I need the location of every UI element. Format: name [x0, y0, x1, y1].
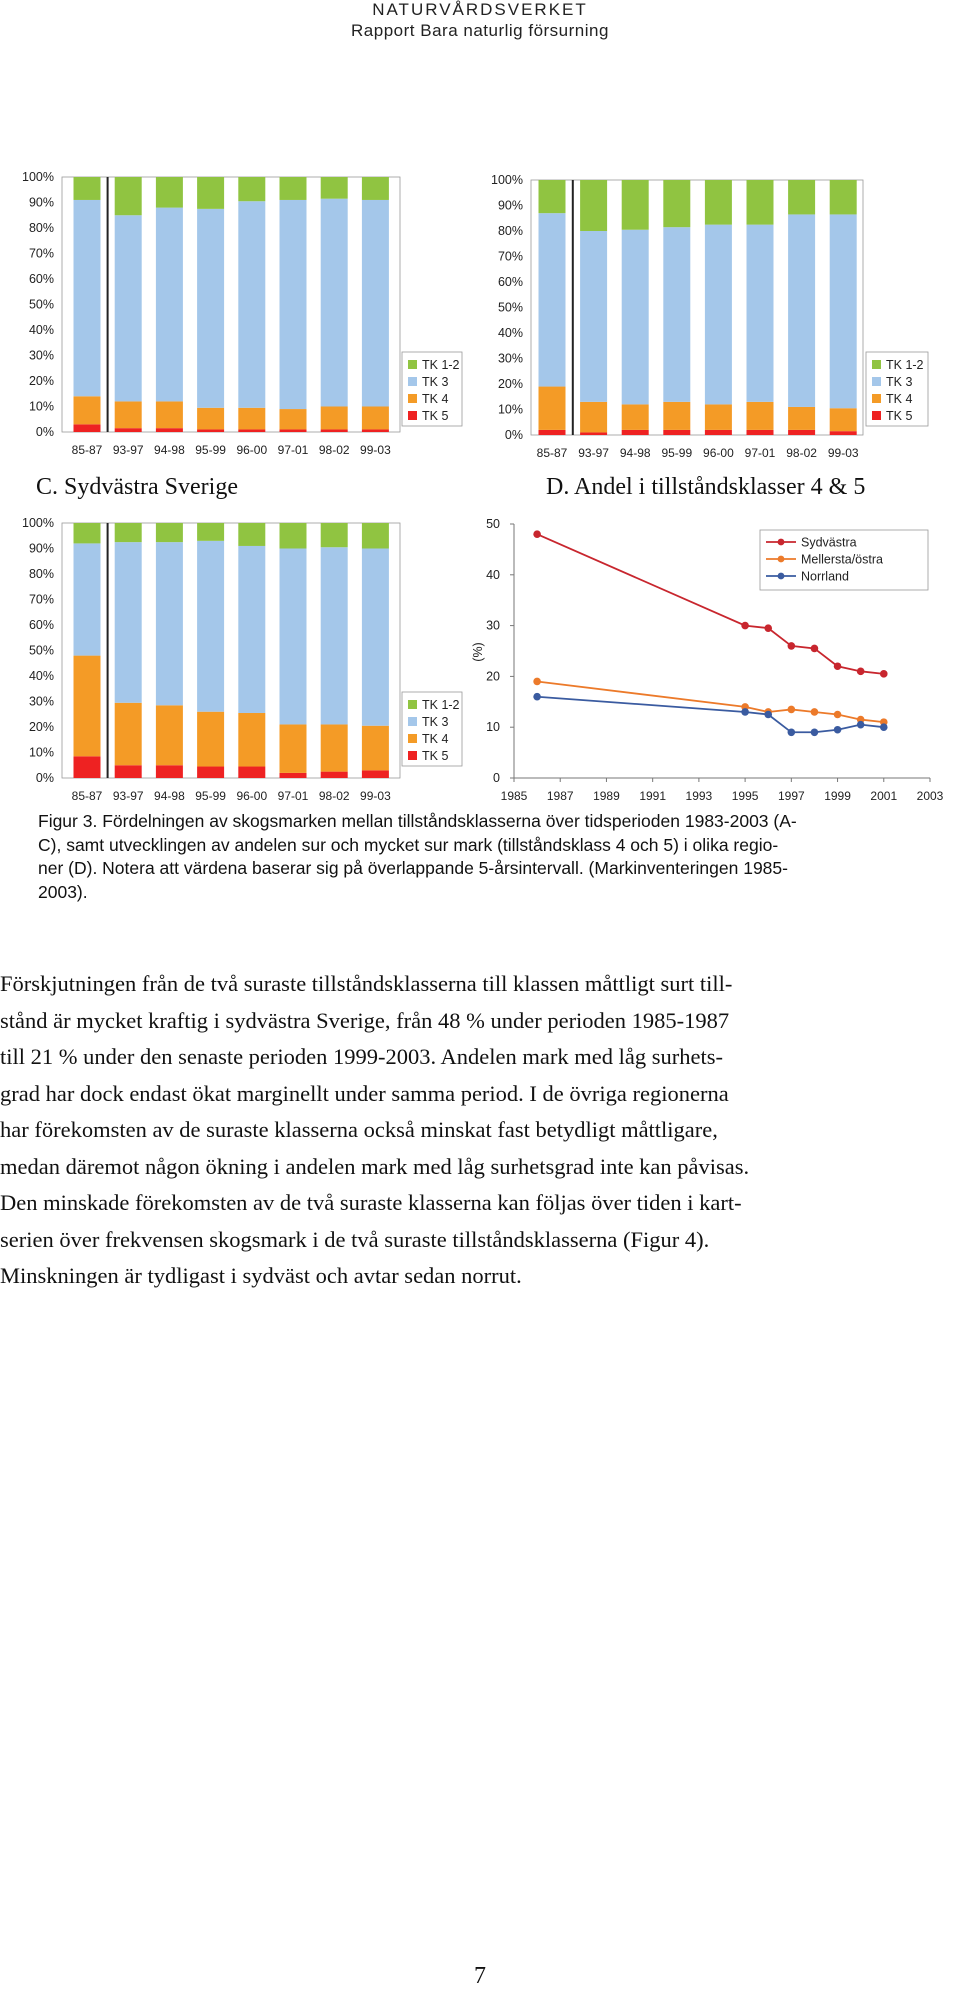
caption-line: ner (D). Notera att värdena baserar sig på överlappande 5-årsintervall. (Markinventeringen 1985-	[38, 858, 788, 878]
report-org-header: NATURVÅRDSVERKET	[372, 0, 588, 19]
body-line: till 21 % under den senaste perioden 1999-2003. Andelen mark med låg surhets-	[0, 1044, 723, 1069]
figure-caption	[38, 810, 958, 904]
y-tick-label: 30%	[28, 348, 54, 363]
data-point	[788, 728, 796, 736]
bar-tk-1-2	[663, 180, 690, 227]
x-tick-label: 97-01	[277, 789, 309, 803]
legend-label: TK 3	[422, 375, 449, 389]
data-point	[880, 723, 888, 731]
x-tick-label: 98-02	[318, 789, 350, 803]
legend-marker	[778, 556, 785, 563]
bar-tk-1-2	[830, 180, 857, 214]
y-tick-label: 90%	[497, 198, 523, 213]
y-tick-label: 40	[486, 567, 500, 582]
data-point	[834, 726, 842, 734]
bar-tk-3	[663, 227, 690, 402]
y-tick-label: 10%	[28, 399, 54, 414]
legend-label: TK 4	[422, 732, 449, 746]
data-point	[764, 624, 772, 632]
x-tick-label: 85-87	[536, 446, 568, 460]
bar-tk-4	[622, 404, 649, 430]
x-tick-label: 99-03	[360, 443, 391, 457]
x-tick-label: 1985	[500, 789, 528, 803]
legend-label: TK 4	[886, 392, 913, 406]
bar-tk-4	[788, 407, 815, 430]
body-paragraph	[0, 966, 960, 1295]
legend-label: Sydvästra	[801, 535, 857, 550]
y-tick-label: 20	[486, 669, 500, 684]
y-tick-label: 90%	[28, 195, 54, 210]
y-tick-label: 10	[486, 720, 500, 735]
y-tick-label: 10%	[497, 402, 523, 417]
y-tick-label: 50%	[28, 643, 54, 658]
data-point	[741, 622, 749, 630]
bar-tk-3	[622, 230, 649, 405]
data-point	[764, 711, 772, 719]
panel-c-title: C. Sydvästra Sverige	[36, 474, 238, 500]
x-tick-label: 93-97	[112, 789, 144, 803]
data-point	[788, 642, 796, 650]
data-point	[834, 662, 842, 670]
y-tick-label: 40%	[28, 669, 54, 683]
y-tick-label: 20%	[28, 720, 54, 734]
page-number: 7	[474, 1963, 486, 1989]
x-tick-label: 95-99	[195, 443, 226, 457]
x-tick-label: 96-00	[703, 446, 734, 460]
x-tick-label: 1991	[639, 789, 667, 803]
y-tick-label: 0%	[35, 425, 54, 439]
bar-tk-1-2	[539, 180, 566, 213]
body-line: serien över frekvensen skogsmark i de två suraste tillståndsklasserna (Figur 4).	[0, 1226, 710, 1252]
y-tick-label: 0%	[35, 771, 54, 785]
legend-label: TK 1-2	[886, 358, 924, 372]
x-tick-label: 1999	[824, 789, 851, 803]
bar-tk-5	[788, 430, 815, 435]
y-tick-label: 20%	[497, 377, 523, 391]
legend-label: TK 1-2	[422, 698, 460, 712]
data-point	[880, 670, 888, 678]
bar-tk-4	[663, 402, 690, 430]
x-tick-label: 98-02	[318, 443, 350, 457]
y-tick-label: 80%	[28, 567, 54, 581]
data-point	[533, 678, 541, 686]
bar-tk-4	[705, 404, 732, 430]
y-tick-label: 30%	[28, 694, 54, 709]
x-tick-label: 85-87	[71, 789, 103, 803]
legend-label: TK 4	[422, 392, 449, 406]
x-tick-label: 99-03	[827, 446, 859, 460]
y-tick-label: 70%	[28, 246, 54, 261]
bar-tk-5	[705, 430, 732, 435]
data-point	[834, 711, 842, 719]
legend-label: TK 3	[886, 375, 913, 389]
x-tick-label: 97-01	[744, 446, 776, 460]
legend-label: TK 5	[886, 409, 913, 423]
x-tick-label: 97-01	[277, 443, 309, 457]
y-tick-label: 50%	[497, 300, 523, 315]
y-tick-label: 90%	[28, 541, 54, 556]
y-tick-label: 30	[486, 618, 500, 633]
data-point	[788, 706, 796, 714]
y-tick-label: 100%	[22, 516, 54, 530]
x-tick-label: 85-87	[71, 443, 103, 457]
y-tick-label: 40%	[28, 323, 54, 337]
y-axis-label: (%)	[471, 642, 485, 662]
y-tick-label: 10%	[28, 745, 54, 760]
bar-tk-5	[539, 430, 566, 435]
bar-tk-5	[747, 430, 774, 435]
y-tick-label: 60%	[28, 272, 54, 286]
legend-label: Mellersta/östra	[801, 552, 883, 567]
bar-tk-1-2	[747, 180, 774, 225]
bar-tk-5	[663, 430, 690, 435]
bar-tk-4	[580, 402, 607, 433]
x-tick-label: 2001	[870, 789, 898, 803]
y-tick-label: 70%	[497, 249, 523, 264]
legend-swatch	[872, 411, 881, 420]
bar-tk-3	[580, 231, 607, 402]
body-line: grad har dock endast ökat marginellt under samma period. I de övriga regionerna	[0, 1080, 729, 1106]
x-tick-label: 93-97	[112, 443, 144, 457]
data-point	[811, 728, 819, 736]
y-tick-label: 50%	[28, 297, 54, 312]
caption-line: Figur 3. Fördelningen av skogsmarken mellan tillståndsklasserna över tidsperioden 1983-2003 (A-	[38, 811, 797, 831]
body-line: Den minskade förekomsten av de två suraste klasserna kan följas över tiden i kart-	[0, 1190, 742, 1215]
bar-tk-4	[539, 387, 566, 430]
data-point	[533, 693, 541, 701]
legend-label: TK 5	[422, 749, 449, 763]
y-tick-label: 0%	[504, 428, 523, 442]
y-tick-label: 100%	[491, 173, 523, 187]
legend-marker	[778, 539, 785, 546]
body-line: stånd är mycket kraftig i sydvästra Sverige, från 48 % under perioden 1985-1987	[0, 1007, 730, 1033]
x-tick-label: 94-98	[154, 789, 185, 803]
bar-tk-3	[788, 214, 815, 407]
panel-d-title: D. Andel i tillståndsklasser 4 & 5	[546, 474, 866, 500]
x-tick-label: 1995	[731, 789, 759, 803]
y-tick-label: 0	[493, 771, 500, 785]
y-tick-label: 60%	[28, 618, 54, 632]
legend-label: Norrland	[801, 569, 849, 584]
series-line-mellersta-stra	[537, 681, 884, 722]
x-tick-label: 94-98	[154, 443, 185, 457]
bar-tk-1-2	[788, 180, 815, 214]
y-tick-label: 70%	[28, 592, 54, 607]
y-tick-label: 40%	[497, 326, 523, 340]
x-tick-label: 1987	[546, 789, 574, 803]
x-tick-label: 95-99	[661, 446, 693, 460]
legend-label: TK 3	[422, 715, 449, 729]
bar-tk-4	[747, 402, 774, 430]
x-tick-label: 1997	[777, 789, 805, 803]
x-tick-label: 98-02	[786, 446, 817, 460]
bar-tk-1-2	[705, 180, 732, 225]
caption-line: C), samt utvecklingen av andelen sur och mycket sur mark (tillståndsklass 4 och 5) i olika regio-	[38, 834, 779, 855]
bar-tk-3	[705, 225, 732, 405]
data-point	[533, 530, 541, 538]
y-tick-label: 80%	[28, 221, 54, 235]
legend-swatch	[872, 360, 881, 369]
y-tick-label: 100%	[22, 170, 54, 184]
data-point	[741, 708, 749, 716]
x-tick-label: 95-99	[195, 789, 226, 803]
line-chart-d	[0, 510, 960, 810]
bar-tk-3	[539, 213, 566, 386]
y-tick-label: 20%	[28, 374, 54, 388]
legend-label: TK 1-2	[422, 358, 460, 372]
bar-tk-1-2	[622, 180, 649, 230]
data-point	[857, 668, 865, 676]
x-tick-label: 94-98	[619, 446, 651, 460]
y-tick-label: 80%	[497, 224, 523, 238]
y-tick-label: 30%	[497, 351, 523, 366]
x-tick-label: 93-97	[578, 446, 609, 460]
bar-tk-1-2	[580, 180, 607, 231]
bar-tk-5	[580, 432, 607, 435]
x-tick-label: 99-03	[360, 789, 391, 803]
legend-swatch	[872, 377, 881, 386]
body-line: medan däremot någon ökning i andelen mark med låg surhetsgrad inte kan påvisas.	[0, 1153, 750, 1179]
body-line: Minskningen är tydligast i sydväst och avtar sedan norrut.	[0, 1263, 522, 1288]
y-tick-label: 50	[486, 517, 500, 531]
bar-tk-5	[622, 430, 649, 435]
data-point	[811, 708, 819, 716]
data-point	[857, 721, 865, 729]
report-title-header: Rapport Bara naturlig försurning	[351, 21, 609, 40]
body-line: Förskjutningen från de två suraste tillståndsklasserna till klassen måttligt surt till-	[0, 971, 733, 996]
legend-marker	[778, 573, 785, 580]
legend-label: TK 5	[422, 409, 449, 423]
y-tick-label: 60%	[497, 275, 523, 289]
bar-tk-5	[830, 431, 857, 435]
legend-swatch	[872, 394, 881, 403]
bar-tk-3	[830, 214, 857, 408]
x-tick-label: 1989	[593, 789, 620, 803]
x-tick-label: 1993	[685, 789, 713, 803]
caption-line: 2003).	[38, 881, 88, 902]
x-tick-label: 2003	[916, 789, 944, 803]
body-line: har förekomsten av de suraste klasserna också minskat fast betydligt måttligare,	[0, 1117, 718, 1142]
bar-tk-3	[747, 225, 774, 402]
x-tick-label: 96-00	[236, 789, 268, 803]
data-point	[811, 645, 819, 653]
x-tick-label: 96-00	[236, 443, 268, 457]
bar-tk-4	[830, 408, 857, 431]
stacked-bar-chart-b	[0, 168, 960, 468]
